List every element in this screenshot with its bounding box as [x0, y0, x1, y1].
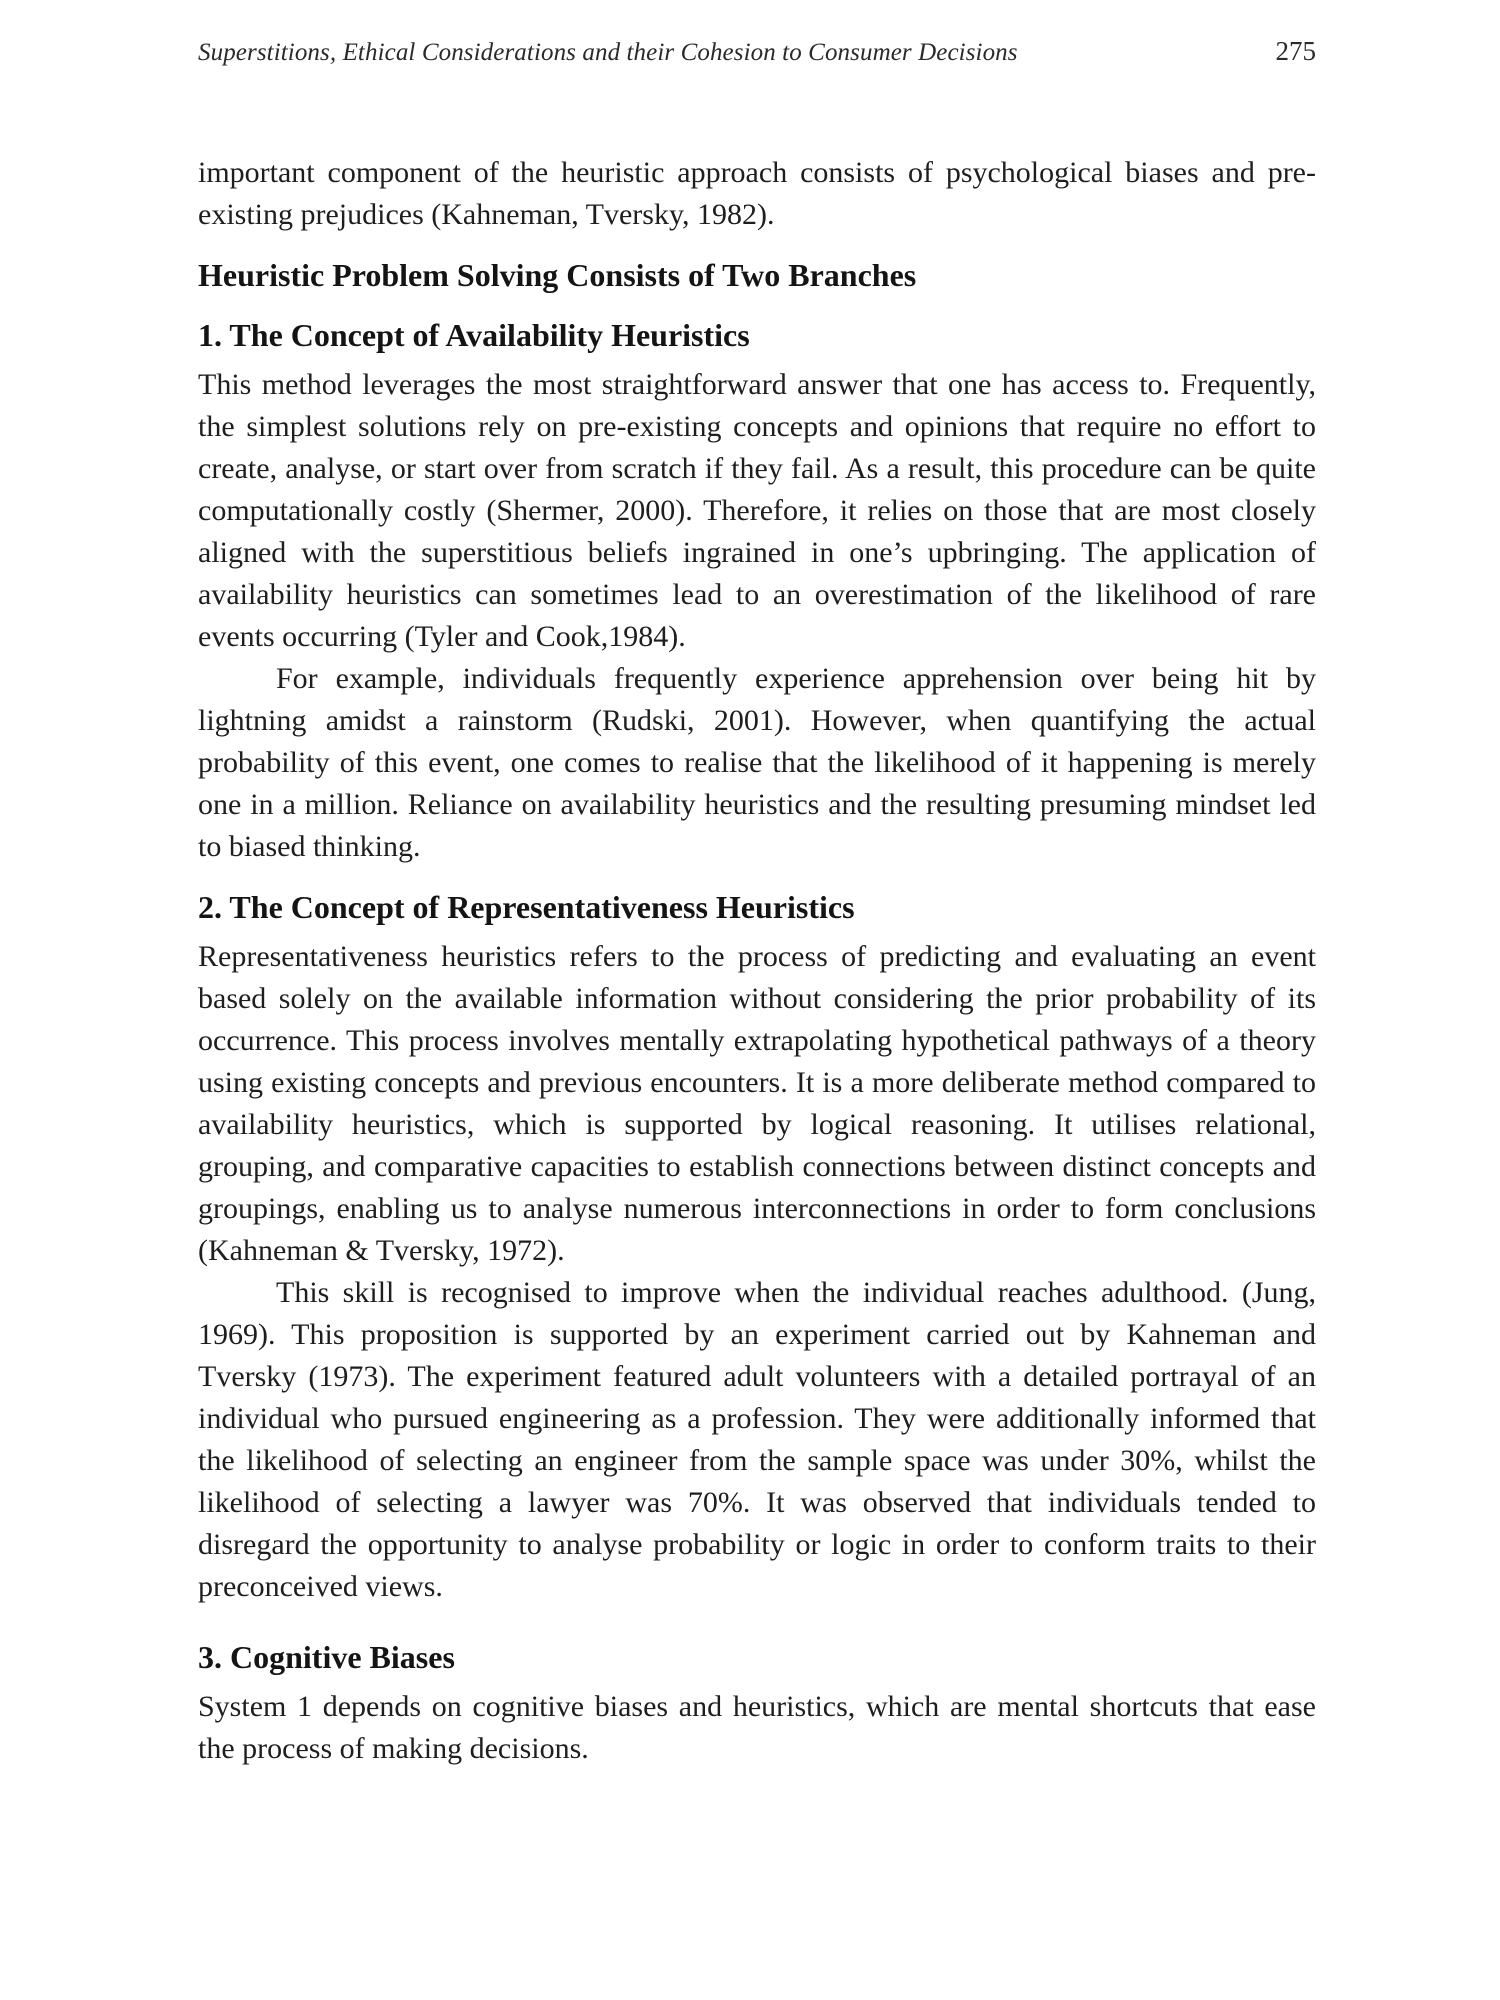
cognitive-biases-heading: 3. Cognitive Biases	[198, 1639, 455, 1675]
availability-paragraph-1: This method leverages the most straightforward answer that one has access to. Frequently, the simplest solutions rely on pre-existing concepts and opinions that require no effort to create, analyse, or start over from scratch if they fail. As a result, this procedure can be quite computationally costly (Shermer, 2000). Therefore, it relies on those that are most closely aligned with the superstitious beliefs ingrained in one’s upbringing. The application of availability heuristics can sometimes lead to an overestimation of the likelihood of rare events occurring (Tyler and Cook,1984).	[198, 368, 1316, 653]
running-header	[198, 36, 1316, 82]
availability-paragraph-2: For example, individuals frequently experience apprehension over being hit by lightning amidst a rainstorm (Rudski, 2001). However, when quantifying the actual probability of this event, one comes to realise that the likelihood of it happening is merely one in a million. Reliance on availability heuristics and the resulting presuming mindset led to biased thinking.	[198, 662, 1316, 863]
intro-paragraph: important component of the heuristic approach consists of psychological biases and pre-existing prejudices (Kahneman, Tversky, 1982).	[198, 156, 1316, 231]
representativeness-heuristics-heading: 2. The Concept of Representativeness Heuristics	[198, 889, 855, 925]
page-number: 275	[1275, 36, 1316, 66]
representativeness-paragraph-2: This skill is recognised to improve when the individual reaches adulthood. (Jung, 1969). This proposition is supported by an experiment carried out by Kahneman and Tversky (1973). The experiment featured adult volunteers with a detailed portrayal of an individual who pursued engineering as a profession. They were additionally informed that the likelihood of selecting an engineer from the sample space was under 30%, whilst the likelihood of selecting a lawyer was 70%. It was observed that individuals tended to disregard the opportunity to analyse probability or logic in order to conform traits to their preconceived views.	[198, 1276, 1316, 1603]
running-title: Superstitions, Ethical Considerations and their Cohesion to Consumer Decisions	[198, 39, 1018, 66]
availability-heuristics-heading: 1. The Concept of Availability Heuristics	[198, 317, 750, 353]
representativeness-paragraph-1: Representativeness heuristics refers to the process of predicting and evaluating an event based solely on the available information without considering the prior probability of its occurrence. This process involves mentally extrapolating hypothetical pathways of a theory using existing concepts and previous encounters. It is a more deliberate method compared to availability heuristics, which is supported by logical reasoning. It utilises relational, grouping, and comparative capacities to establish connections between distinct concepts and groupings, enabling us to analyse numerous interconnections in order to form conclusions (Kahneman & Tversky, 1972).	[198, 940, 1316, 1267]
section-heading: Heuristic Problem Solving Consists of Two Branches	[198, 257, 917, 293]
cognitive-biases-paragraph: System 1 depends on cognitive biases and heuristics, which are mental shortcuts that ease the process of making decisions.	[198, 1690, 1316, 1765]
book-page	[198, 36, 1316, 1770]
